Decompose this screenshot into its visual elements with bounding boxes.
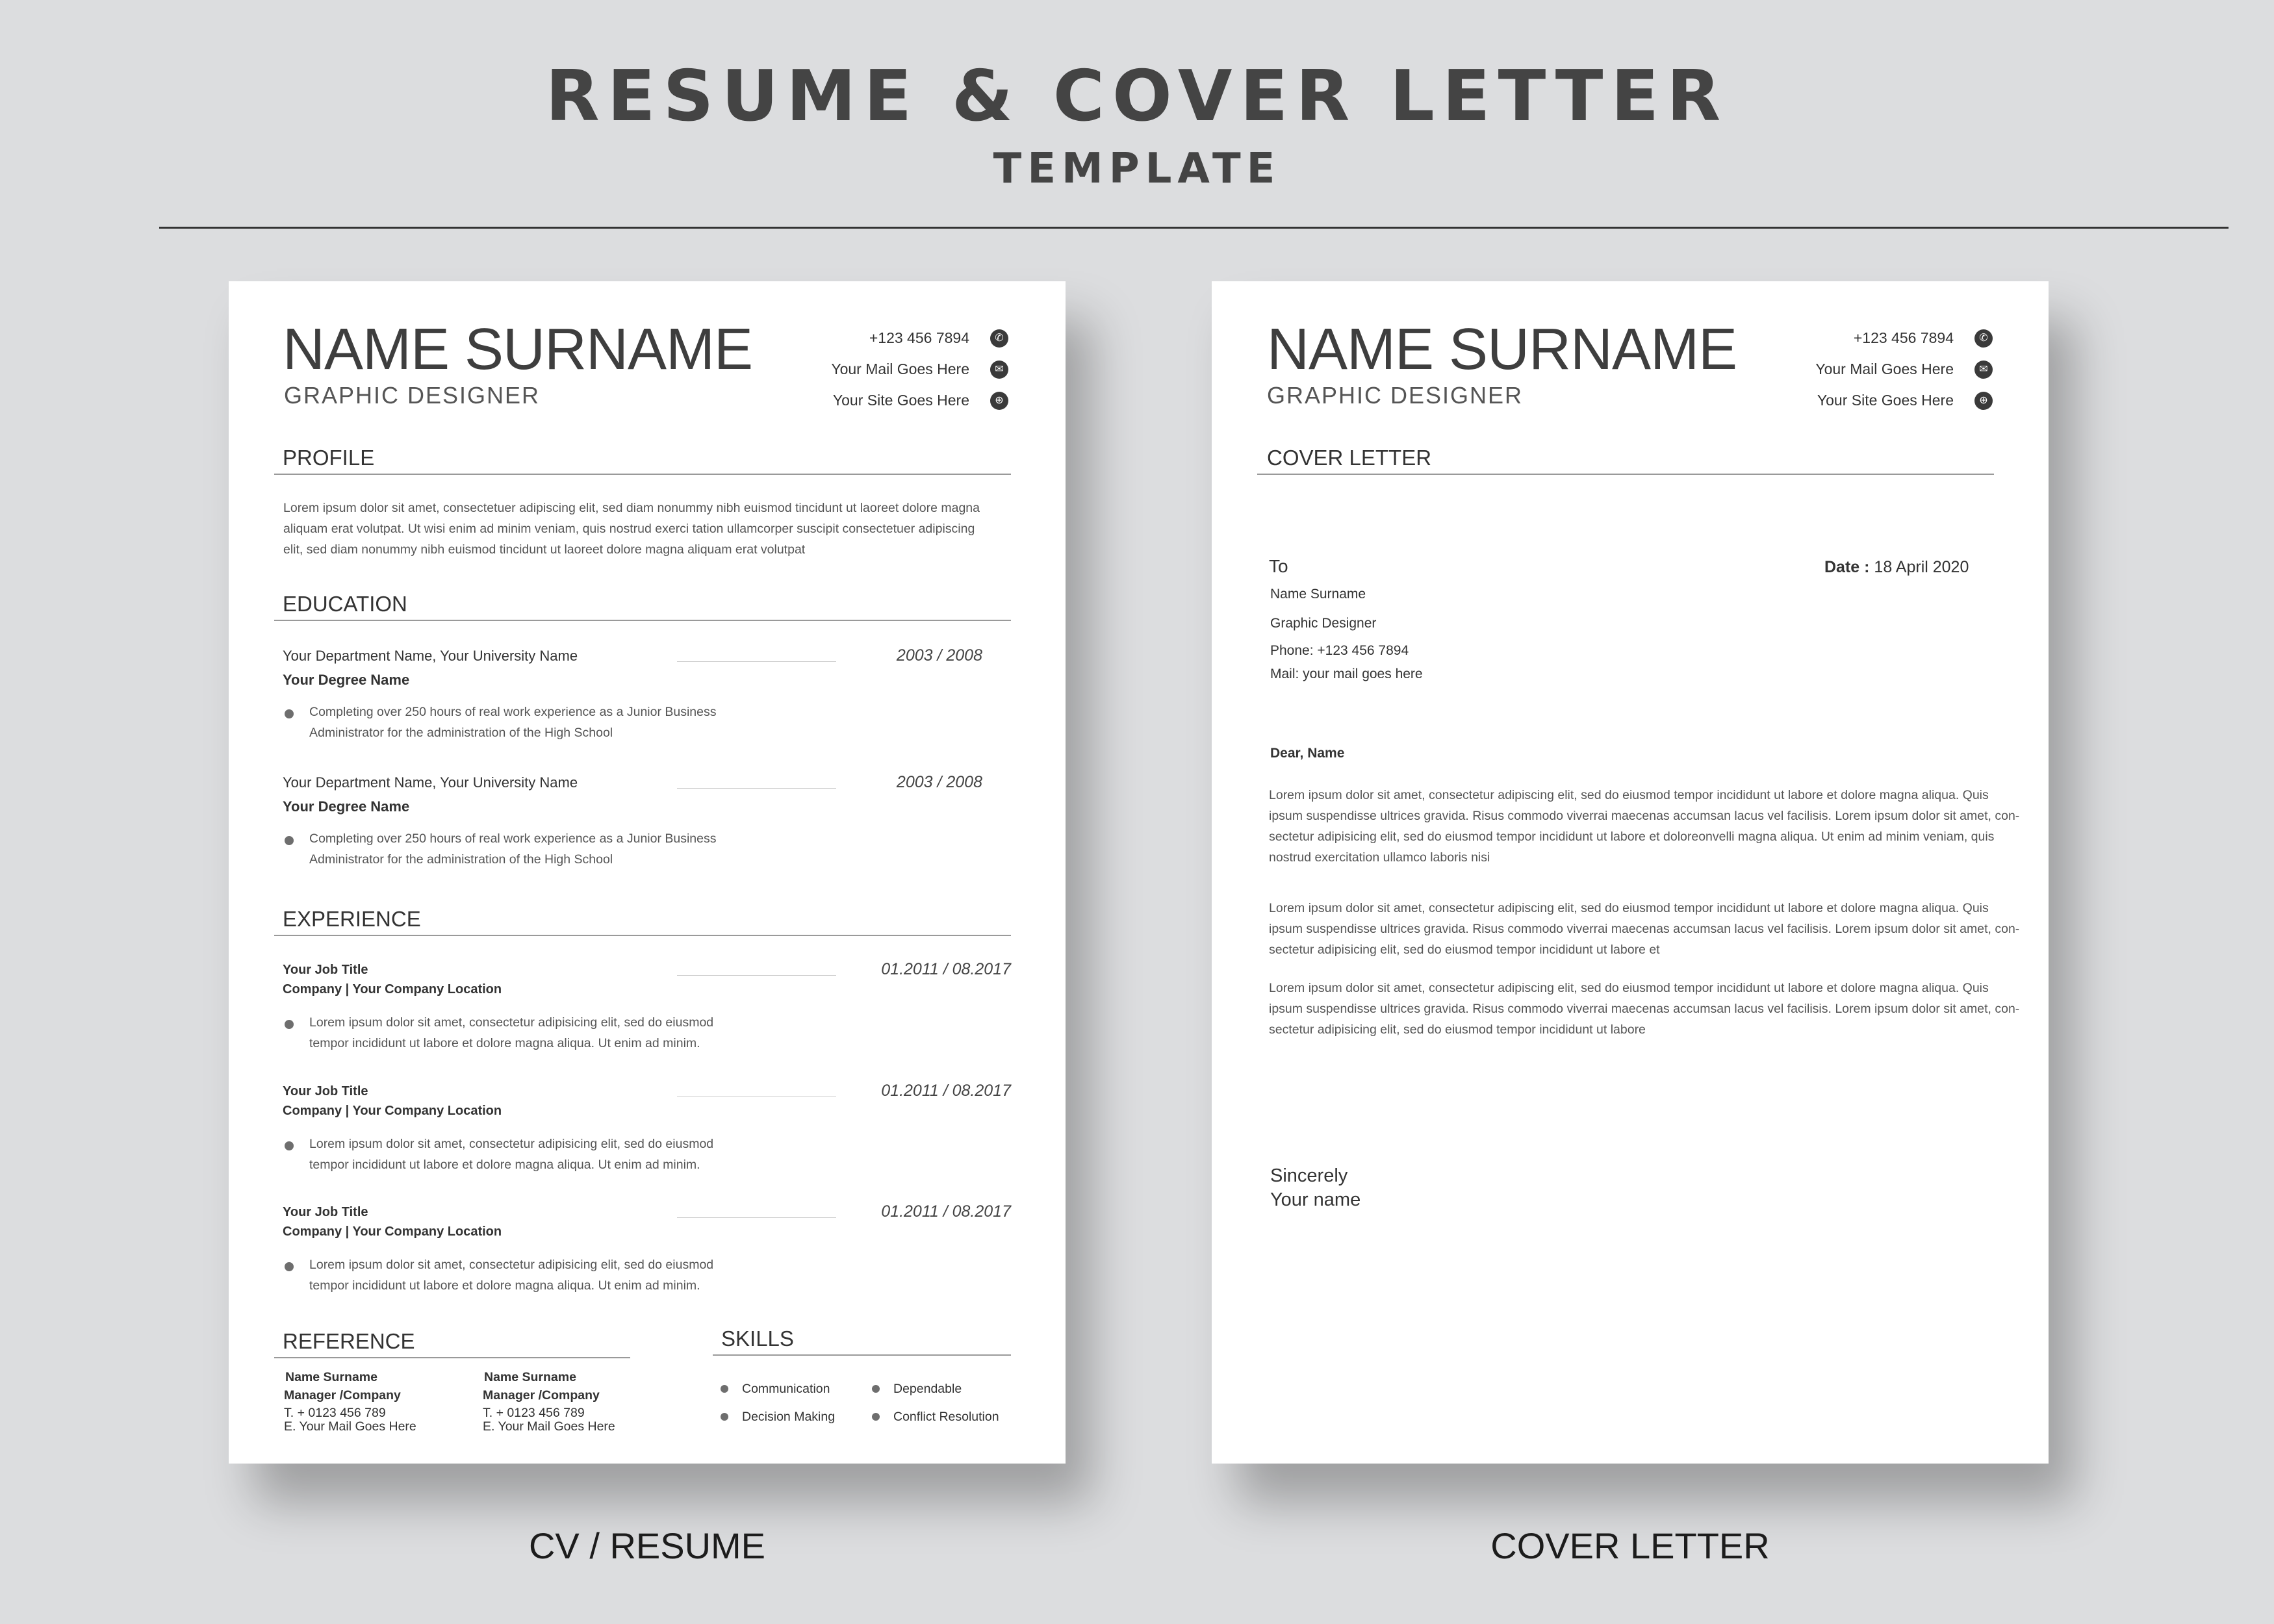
cover-para-1-line-1: Lorem ipsum dolor sit amet, consectetur adipiscing elit, sed do eiusmod tempor incididunt ut labore et dolore magna aliqua. Quis (1269, 788, 1989, 802)
cv-edu-2-leader (677, 788, 836, 789)
cv-exp-1-bullet-line-1: Lorem ipsum dolor sit amet, consectetur adipisicing elit, sed do eiusmod (309, 1015, 714, 1030)
cv-exp-3-bullet-line-2: tempor incididunt ut labore et dolore magna aliqua. Ut enim ad minim. (309, 1278, 700, 1293)
cv-page (229, 281, 1066, 1464)
cv-mail-text: Your Mail Goes Here (831, 361, 969, 377)
cv-exp-2-company: Company | Your Company Location (283, 1104, 502, 1118)
cv-ref-2-email: E. Your Mail Goes Here (483, 1419, 615, 1434)
cover-heading: COVER LETTER (1267, 446, 1432, 470)
cover-site-text: Your Site Goes Here (1817, 392, 1954, 409)
cv-exp-2-dates: 01.2011 / 08.2017 (881, 1082, 1011, 1100)
cover-date-value: 18 April 2020 (1869, 558, 1969, 576)
cv-exp-1-bullet-dot (285, 1020, 294, 1029)
cv-skill-3-dot (721, 1413, 728, 1421)
cover-date-label: Date : (1824, 558, 1870, 576)
cover-para-1-line-4: nostrud exercitation ullamco laboris nisi (1269, 850, 1490, 865)
phone-icon: ✆ (990, 329, 1008, 348)
cv-exp-3-bullet-dot (285, 1262, 294, 1271)
cv-ref-1-email: E. Your Mail Goes Here (284, 1419, 416, 1434)
cv-exp-3-company: Company | Your Company Location (283, 1224, 502, 1239)
cv-ref-2-position: Manager /Company (483, 1388, 600, 1402)
cv-profile-heading: PROFILE (283, 446, 375, 470)
cv-experience-rule (274, 935, 1011, 936)
cover-heading-rule (1257, 474, 1994, 475)
cv-skill-2-dot (872, 1385, 880, 1393)
cv-skill-3: Decision Making (742, 1410, 836, 1424)
cv-edu-2-bullet-dot (285, 836, 294, 845)
cv-ref-1-position: Manager /Company (284, 1388, 401, 1402)
banner-subtitle: TEMPLATE (993, 145, 1281, 193)
cv-edu-1-bullet-line-2: Administrator for the administration of the High School (309, 726, 613, 740)
cv-edu-2-school: Your Department Name, Your University Name (283, 774, 578, 791)
cv-exp-1-company: Company | Your Company Location (283, 982, 502, 996)
cover-to-label: To (1269, 556, 1288, 576)
cover-para-1-line-2: ipsum suspendisse ultrices gravida. Risus commodo viverrai maecenas accumsan lacus vel facilisis. Lorem ipsum dolor sit amet, con- (1269, 809, 2020, 823)
cv-exp-3-dates: 01.2011 / 08.2017 (881, 1202, 1011, 1221)
cv-reference-heading: REFERENCE (283, 1329, 415, 1353)
cover-name: NAME SURNAME (1267, 317, 1737, 382)
cover-para-2-line-1: Lorem ipsum dolor sit amet, consectetur adipiscing elit, sed do eiusmod tempor incididunt ut labore et dolore magna aliqua. Quis (1269, 901, 1989, 915)
cv-skill-2: Dependable (893, 1382, 962, 1396)
cover-para-3-line-3: sectetur adipisicing elit, sed do eiusmod tempor incididunt ut labore (1269, 1022, 1646, 1037)
cover-recipient-name: Name Surname (1270, 587, 1366, 602)
cv-profile-line-3: elit, sed diam nonummy nibh euismod tincidunt ut laoreet dolore magna aliquam erat volutpat (283, 542, 806, 557)
cv-exp-2-bullet-dot (285, 1141, 294, 1150)
cv-profile-rule (274, 474, 1011, 475)
cv-edu-1-school: Your Department Name, Your University Name (283, 648, 578, 664)
cover-recipient-role: Graphic Designer (1270, 616, 1377, 631)
cv-exp-2-bullet-line-2: tempor incididunt ut labore et dolore magna aliqua. Ut enim ad minim. (309, 1158, 700, 1172)
cv-exp-1-title: Your Job Title (283, 963, 368, 977)
cover-para-3-line-2: ipsum suspendisse ultrices gravida. Risus commodo viverrai maecenas accumsan lacus vel facilisis. Lorem ipsum dolor sit amet, con- (1269, 1002, 2020, 1016)
cv-name: NAME SURNAME (283, 317, 753, 382)
cv-skill-4-dot (872, 1413, 880, 1421)
cv-exp-1-dates: 01.2011 / 08.2017 (881, 960, 1011, 978)
cv-edu-2-bullet-line-1: Completing over 250 hours of real work experience as a Junior Business (309, 831, 717, 846)
cover-mail-text: Your Mail Goes Here (1815, 361, 1954, 377)
cover-role: GRAPHIC DESIGNER (1267, 382, 1524, 409)
cv-reference-rule (274, 1357, 630, 1358)
cover-para-1-line-3: sectetur adipisicing elit, sed do eiusmod tempor incididunt ut labore et doloreonvelli magna aliqua. Ut enim ad minim veniam, quis (1269, 830, 1995, 844)
cv-ref-2-name: Name Surname (484, 1370, 576, 1384)
cover-date (1824, 559, 1969, 576)
cv-edu-2-degree: Your Degree Name (283, 798, 410, 815)
banner-title: RESUME & COVER LETTER (545, 56, 1729, 137)
mail-icon: ✉ (990, 361, 1008, 379)
mail-icon: ✉ (1974, 361, 1993, 379)
cv-ref-2-tel: T. + 0123 456 789 (483, 1406, 585, 1420)
globe-icon: ⊕ (990, 392, 1008, 410)
cv-edu-1-dates: 2003 / 2008 (896, 646, 982, 665)
cv-edu-1-leader (677, 661, 836, 662)
cv-exp-1-bullet-line-2: tempor incididunt ut labore et dolore magna aliqua. Ut enim ad minim. (309, 1036, 700, 1050)
cv-education-rule (274, 620, 1011, 621)
cv-role: GRAPHIC DESIGNER (284, 382, 541, 409)
cover-letter-page (1212, 281, 2049, 1464)
cv-site-text: Your Site Goes Here (832, 392, 969, 409)
cv-edu-2-dates: 2003 / 2008 (896, 773, 982, 791)
cv-skill-1-dot (721, 1385, 728, 1393)
cv-ref-1-tel: T. + 0123 456 789 (284, 1406, 386, 1420)
globe-icon: ⊕ (1974, 392, 1993, 410)
cover-closing: Sincerely (1270, 1165, 1348, 1186)
cv-caption: CV / RESUME (528, 1525, 766, 1566)
cv-edu-1-bullet-line-1: Completing over 250 hours of real work experience as a Junior Business (309, 705, 717, 719)
cv-profile-line-1: Lorem ipsum dolor sit amet, consectetuer adipiscing elit, sed diam nonummy nibh euismod tincidunt ut laoreet dolore magna (283, 501, 980, 515)
cover-caption: COVER LETTER (1490, 1525, 1770, 1566)
cv-skill-4: Conflict Resolution (893, 1410, 999, 1424)
cv-exp-3-title: Your Job Title (283, 1205, 368, 1219)
cv-skill-1: Communication (742, 1382, 830, 1396)
cv-exp-2-bullet-line-1: Lorem ipsum dolor sit amet, consectetur adipisicing elit, sed do eiusmod (309, 1137, 714, 1151)
cover-para-2-line-3: sectetur adipisicing elit, sed do eiusmod tempor incididunt ut labore et (1269, 943, 1660, 957)
phone-icon: ✆ (1974, 329, 1993, 348)
cv-exp-3-bullet-line-1: Lorem ipsum dolor sit amet, consectetur adipisicing elit, sed do eiusmod (309, 1258, 714, 1272)
cv-edu-1-degree: Your Degree Name (283, 672, 410, 688)
cover-recipient-mail: Mail: your mail goes here (1270, 666, 1423, 681)
cv-edu-1-bullet-dot (285, 709, 294, 718)
cover-phone-text: +123 456 7894 (1853, 329, 1954, 346)
cv-exp-1-leader (677, 975, 836, 976)
cv-ref-1-name: Name Surname (285, 1370, 377, 1384)
cv-edu-2-bullet-line-2: Administrator for the administration of the High School (309, 852, 613, 867)
cover-recipient-phone: Phone: +123 456 7894 (1270, 643, 1409, 658)
cover-signature: Your name (1270, 1189, 1361, 1210)
cover-greeting: Dear, Name (1270, 746, 1345, 761)
cv-education-heading: EDUCATION (283, 592, 407, 616)
cv-exp-2-title: Your Job Title (283, 1084, 368, 1098)
banner-divider (159, 227, 2229, 229)
cv-skills-heading: SKILLS (721, 1326, 794, 1351)
cv-profile-line-2: aliquam erat volutpat. Ut wisi enim ad minim veniam, quis nostrud exerci tation ullamcorper suscipit consectetuer adipiscing (283, 522, 975, 536)
cover-para-2-line-2: ipsum suspendisse ultrices gravida. Risus commodo viverrai maecenas accumsan lacus vel facilisis. Lorem ipsum dolor sit amet, con- (1269, 922, 2020, 936)
cv-skills-rule (713, 1354, 1011, 1356)
cv-phone-text: +123 456 7894 (869, 329, 969, 346)
cover-para-3-line-1: Lorem ipsum dolor sit amet, consectetur adipiscing elit, sed do eiusmod tempor incididunt ut labore et dolore magna aliqua. Quis (1269, 981, 1989, 995)
cv-exp-3-leader (677, 1217, 836, 1218)
cv-experience-heading: EXPERIENCE (283, 907, 421, 931)
